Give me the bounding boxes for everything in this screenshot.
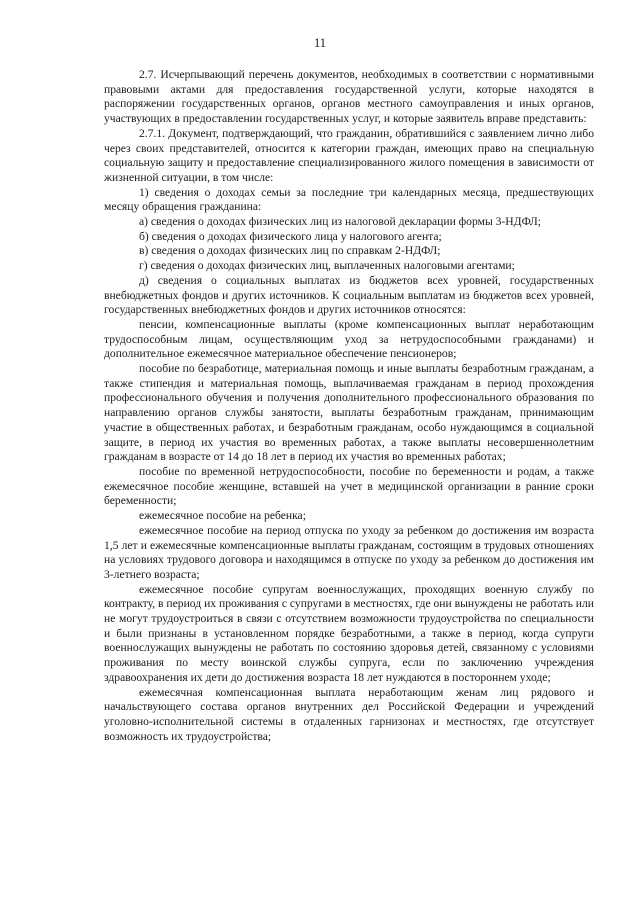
paragraph-military-spouses: ежемесячное пособие супругам военнослужащих, проходящих военную службу по контракту, в период их проживания с супругами в местностях, где они вынуждены не работать или не могут трудоустроиться в связи с отсутствием возможности трудоустройства по специальности и были признаны в установленном порядке безработными, а также в период, когда супруги военнослужащих вынуждены не работать по состоянию здоровья детей, связанному с условиями проживания по месту воинской службы супруга, если по заключению учреждения здравоохранения их дети до достижения возраста 18 лет нуждаются в постороннем уходе; [104,582,594,684]
paragraph-item-a: а) сведения о доходах физических лиц из налоговой декларации формы 3-НДФЛ; [139,215,541,229]
paragraph-unemployment: пособие по безработице, материальная помощь и иные выплаты безработным гражданам, а также стипендия и материальная помощь, выплачиваемая гражданам в период прохождения профессионального обучения и получения дополнительного профессионального образования по направлению органов службы занятости, выплаты безработным гражданам, принимающим участие в общественных работах, и безработным гражданам, особо нуждающимся в социальной защите, в период их участия во временных работах, а также выплаты несовершеннолетним гражданам в возрасте от 14 до 18 лет в период их участия во временных работах; [104,362,594,464]
paragraph-income-info: 1) сведения о доходах семьи за последние три календарных месяца, предшествующих месяцу обращения гражданина: [104,185,594,214]
document-body [104,68,594,744]
paragraph-item-d: д) сведения о социальных выплатах из бюджетов всех уровней, государственных внебюджетных фондов и других источников. К социальным выплатам из бюджетов всех уровней, государственных внебюджетных фондов и других источников относятся: [104,273,594,317]
paragraph-2-7: 2.7. Исчерпывающий перечень документов, необходимых в соответствии с нормативными правовыми актами для предоставления государственной услуги, которые находятся в распоряжении государственных органов, органов местного самоуправления и иных органов, участвующих в предоставлении государственных услуг, и которые заявитель вправе представить: [104,68,594,126]
paragraph-child-benefit: ежемесячное пособие на ребенка; [139,509,306,523]
paragraph-childcare-leave: ежемесячное пособие на период отпуска по уходу за ребенком до достижения им возраста 1,5 лет и ежемесячные компенсационные выплаты гражданам, состоящим в трудовых отношениях на условиях трудового договора и находящимся в отпуске по уходу за ребенком до достижения им 3-летнего возраста; [104,523,594,581]
paragraph-item-v: в) сведения о доходах физических лиц по справкам 2-НДФЛ; [139,244,441,258]
page-number: 11 [313,36,327,50]
paragraph-item-b: б) сведения о доходах физического лица у налогового агента; [139,229,442,243]
paragraph-compensation-wives: ежемесячная компенсационная выплата неработающим женам лиц рядового и начальствующего состава органов внутренних дел Российской Федерации и учреждений уголовно-исполнительной системы в отдаленных гарнизонах и местностях, где отсутствует возможность их трудоустройства; [104,685,594,743]
paragraph-item-g: г) сведения о доходах физических лиц, выплаченных налоговыми агентами; [139,259,515,273]
paragraph-disability: пособие по временной нетрудоспособности, пособие по беременности и родам, а также ежемесячное пособие женщине, вставшей на учет в медицинской организации в ранние сроки беременности; [104,464,594,508]
paragraph-2-7-1: 2.7.1. Документ, подтверждающий, что гражданин, обратившийся с заявлением лично либо через своих представителей, относится к категории граждан, имеющих право на специальную социальную защиту и предоставление специализированного жилого помещения в зависимости от жизненной ситуации, в том числе: [104,126,594,184]
paragraph-pensions: пенсии, компенсационные выплаты (кроме компенсационных выплат неработающим трудоспособным лицам, осуществляющим уход за нетрудоспособными гражданами) и дополнительное ежемесячное материальное обеспечение пенсионеров; [104,317,594,361]
